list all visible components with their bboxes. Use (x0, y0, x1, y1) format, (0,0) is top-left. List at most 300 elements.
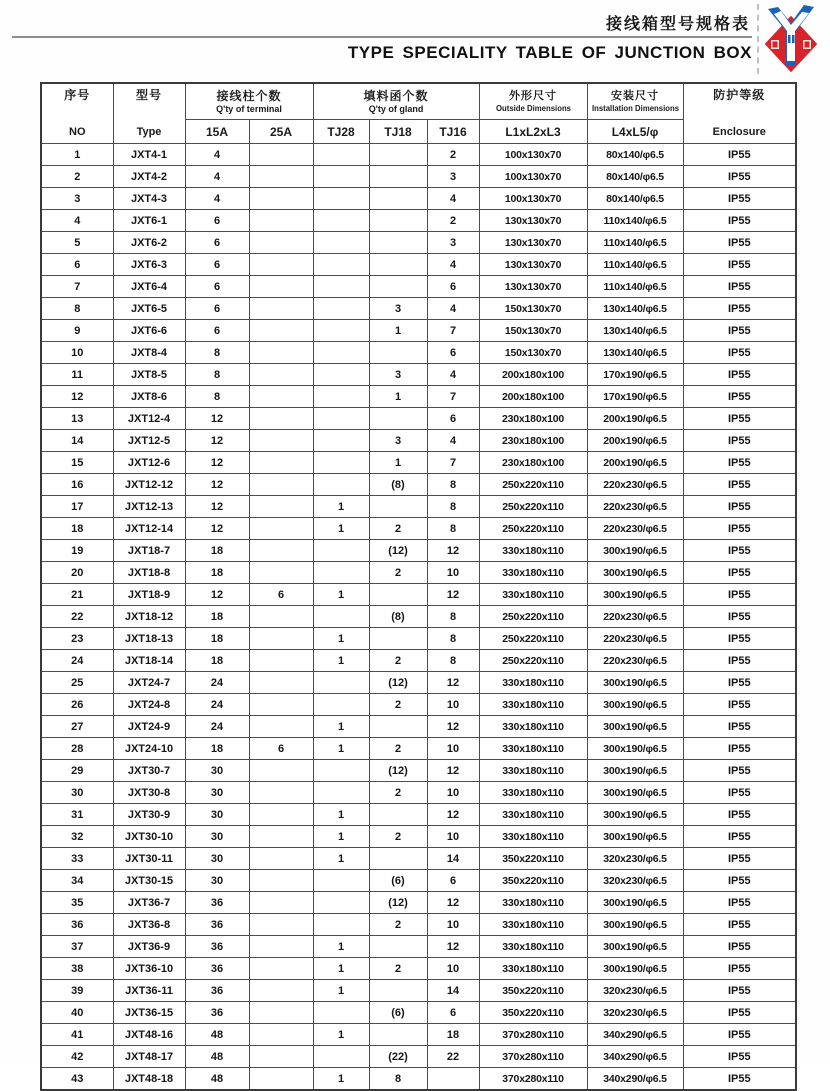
cell-tj28 (313, 562, 369, 584)
cell-tj16: 12 (427, 584, 479, 606)
cell-15a: 30 (185, 848, 249, 870)
cell-no: 34 (41, 870, 113, 892)
cell-tj18 (369, 144, 427, 166)
cell-no: 4 (41, 210, 113, 232)
cell-tj16: 3 (427, 166, 479, 188)
cell-no: 17 (41, 496, 113, 518)
cell-outside-dim: 330x180x110 (479, 540, 587, 562)
cell-outside-dim: 330x180x110 (479, 892, 587, 914)
cell-enclosure: IP55 (683, 914, 796, 936)
cell-install-dim: 220x230/φ6.5 (587, 496, 683, 518)
cell-15a: 30 (185, 782, 249, 804)
cell-25a (249, 716, 313, 738)
cell-15a: 12 (185, 518, 249, 540)
cell-25a (249, 518, 313, 540)
cell-tj16: 4 (427, 430, 479, 452)
cell-type: JXT48-18 (113, 1068, 185, 1091)
cell-type: JXT6-1 (113, 210, 185, 232)
cell-tj18: (6) (369, 870, 427, 892)
cell-25a (249, 254, 313, 276)
cell-tj28 (313, 166, 369, 188)
cell-25a (249, 452, 313, 474)
cell-15a: 30 (185, 870, 249, 892)
cell-25a (249, 496, 313, 518)
cell-install-dim: 200x190/φ6.5 (587, 430, 683, 452)
cell-outside-dim: 330x180x110 (479, 738, 587, 760)
cell-tj28 (313, 540, 369, 562)
cell-15a: 36 (185, 958, 249, 980)
table-row (41, 430, 796, 452)
cell-no: 41 (41, 1024, 113, 1046)
cell-15a: 4 (185, 166, 249, 188)
table-row (41, 1002, 796, 1024)
cell-enclosure: IP55 (683, 386, 796, 408)
table-row (41, 364, 796, 386)
cell-25a (249, 760, 313, 782)
cell-no: 39 (41, 980, 113, 1002)
cell-outside-dim: 250x220x110 (479, 474, 587, 496)
cell-25a (249, 826, 313, 848)
cell-type: JXT8-4 (113, 342, 185, 364)
cell-15a: 8 (185, 342, 249, 364)
cell-enclosure: IP55 (683, 408, 796, 430)
cell-tj16: 8 (427, 474, 479, 496)
cell-no: 26 (41, 694, 113, 716)
cell-tj28 (313, 892, 369, 914)
cell-no: 43 (41, 1068, 113, 1091)
cell-tj18: 2 (369, 738, 427, 760)
cell-type: JXT24-8 (113, 694, 185, 716)
cell-enclosure: IP55 (683, 848, 796, 870)
cell-tj28: 1 (313, 958, 369, 980)
table-row (41, 518, 796, 540)
cell-tj18 (369, 408, 427, 430)
cell-outside-dim: 130x130x70 (479, 276, 587, 298)
cell-install-dim: 300x190/φ6.5 (587, 540, 683, 562)
cell-outside-dim: 230x180x100 (479, 452, 587, 474)
cell-tj28 (313, 914, 369, 936)
cell-tj28 (313, 188, 369, 210)
cell-outside-dim: 370x280x110 (479, 1068, 587, 1091)
cell-no: 35 (41, 892, 113, 914)
cell-no: 31 (41, 804, 113, 826)
cell-install-dim: 220x230/φ6.5 (587, 518, 683, 540)
cell-enclosure: IP55 (683, 474, 796, 496)
cell-25a (249, 1068, 313, 1091)
cell-15a: 6 (185, 298, 249, 320)
cell-outside-dim: 150x130x70 (479, 320, 587, 342)
cell-install-dim: 300x190/φ6.5 (587, 936, 683, 958)
cell-tj28: 1 (313, 936, 369, 958)
col-subheader-tj16: TJ16 (427, 120, 479, 144)
cell-enclosure: IP55 (683, 232, 796, 254)
cell-type: JXT30-15 (113, 870, 185, 892)
cell-install-dim: 300x190/φ6.5 (587, 672, 683, 694)
cell-15a: 18 (185, 540, 249, 562)
col-header-gland-group: 填料函个数 Q'ty of gland (313, 83, 479, 120)
cell-tj18: 2 (369, 782, 427, 804)
col-subheader-25a: 25A (249, 120, 313, 144)
cell-no: 30 (41, 782, 113, 804)
cell-15a: 6 (185, 254, 249, 276)
cell-tj18 (369, 584, 427, 606)
cell-install-dim: 220x230/φ6.5 (587, 474, 683, 496)
cell-enclosure: IP55 (683, 320, 796, 342)
cell-15a: 18 (185, 606, 249, 628)
cell-install-dim: 80x140/φ6.5 (587, 144, 683, 166)
cell-enclosure: IP55 (683, 936, 796, 958)
cell-tj28 (313, 782, 369, 804)
cell-outside-dim: 100x130x70 (479, 166, 587, 188)
cell-tj18 (369, 254, 427, 276)
cell-no: 40 (41, 1002, 113, 1024)
cell-tj18: 1 (369, 386, 427, 408)
cell-15a: 24 (185, 694, 249, 716)
cell-no: 5 (41, 232, 113, 254)
cell-tj16: 4 (427, 364, 479, 386)
cell-install-dim: 300x190/φ6.5 (587, 892, 683, 914)
cell-tj16: 12 (427, 936, 479, 958)
cell-install-dim: 110x140/φ6.5 (587, 254, 683, 276)
cell-tj16: 2 (427, 210, 479, 232)
cell-type: JXT12-13 (113, 496, 185, 518)
cell-tj18 (369, 936, 427, 958)
cell-outside-dim: 100x130x70 (479, 144, 587, 166)
cell-install-dim: 340x290/φ6.5 (587, 1046, 683, 1068)
cell-no: 25 (41, 672, 113, 694)
cell-enclosure: IP55 (683, 782, 796, 804)
cell-tj28 (313, 232, 369, 254)
table-row (41, 232, 796, 254)
cell-install-dim: 320x230/φ6.5 (587, 980, 683, 1002)
cell-tj28: 1 (313, 738, 369, 760)
cell-tj18: 2 (369, 914, 427, 936)
cell-enclosure: IP55 (683, 210, 796, 232)
table-row (41, 782, 796, 804)
table-row (41, 584, 796, 606)
cell-tj18 (369, 210, 427, 232)
cell-type: JXT36-8 (113, 914, 185, 936)
cell-tj28 (313, 870, 369, 892)
cell-type: JXT4-2 (113, 166, 185, 188)
cell-enclosure: IP55 (683, 870, 796, 892)
cell-25a (249, 540, 313, 562)
cell-no: 27 (41, 716, 113, 738)
cell-install-dim: 340x290/φ6.5 (587, 1024, 683, 1046)
table-row (41, 452, 796, 474)
cell-tj18 (369, 342, 427, 364)
cell-tj16: 6 (427, 1002, 479, 1024)
cell-no: 2 (41, 166, 113, 188)
cell-15a: 12 (185, 496, 249, 518)
cell-tj18 (369, 716, 427, 738)
cell-tj28 (313, 386, 369, 408)
cell-enclosure: IP55 (683, 958, 796, 980)
cell-25a (249, 408, 313, 430)
cell-type: JXT48-17 (113, 1046, 185, 1068)
cell-outside-dim: 330x180x110 (479, 694, 587, 716)
cell-25a (249, 980, 313, 1002)
cell-25a (249, 386, 313, 408)
cell-tj28 (313, 672, 369, 694)
cell-tj28 (313, 320, 369, 342)
cell-no: 33 (41, 848, 113, 870)
cell-enclosure: IP55 (683, 1002, 796, 1024)
cell-tj28 (313, 430, 369, 452)
table-row (41, 672, 796, 694)
cell-enclosure: IP55 (683, 804, 796, 826)
cell-15a: 48 (185, 1068, 249, 1091)
col-header-terminal-group: 接线柱个数 Q'ty of terminal (185, 83, 313, 120)
cell-15a: 18 (185, 650, 249, 672)
cell-no: 36 (41, 914, 113, 936)
cell-25a (249, 320, 313, 342)
cell-type: JXT12-14 (113, 518, 185, 540)
cell-tj16: 12 (427, 804, 479, 826)
cell-enclosure: IP55 (683, 540, 796, 562)
cell-tj16: 8 (427, 606, 479, 628)
cell-tj28: 1 (313, 1068, 369, 1091)
cell-tj16: 8 (427, 628, 479, 650)
cell-type: JXT8-5 (113, 364, 185, 386)
cell-enclosure: IP55 (683, 826, 796, 848)
cell-install-dim: 220x230/φ6.5 (587, 606, 683, 628)
cell-enclosure: IP55 (683, 276, 796, 298)
cell-25a (249, 672, 313, 694)
table-row (41, 254, 796, 276)
cell-install-dim: 300x190/φ6.5 (587, 760, 683, 782)
cell-no: 37 (41, 936, 113, 958)
cell-tj18: (8) (369, 474, 427, 496)
table-row (41, 342, 796, 364)
table-row (41, 408, 796, 430)
cell-tj28: 1 (313, 650, 369, 672)
cell-type: JXT30-9 (113, 804, 185, 826)
cell-install-dim: 170x190/φ6.5 (587, 386, 683, 408)
cell-25a (249, 914, 313, 936)
table-row (41, 804, 796, 826)
cell-25a (249, 782, 313, 804)
cell-no: 28 (41, 738, 113, 760)
cell-tj16: 3 (427, 232, 479, 254)
cell-tj16: 10 (427, 694, 479, 716)
cell-15a: 6 (185, 276, 249, 298)
table-row (41, 914, 796, 936)
cell-outside-dim: 200x180x100 (479, 386, 587, 408)
cell-tj16: 8 (427, 496, 479, 518)
cell-install-dim: 320x230/φ6.5 (587, 848, 683, 870)
cell-tj18 (369, 232, 427, 254)
cell-enclosure: IP55 (683, 628, 796, 650)
cell-25a (249, 936, 313, 958)
table-row (41, 738, 796, 760)
table-row (41, 320, 796, 342)
cell-install-dim: 300x190/φ6.5 (587, 804, 683, 826)
col-subheader-l1l2l3: L1xL2xL3 (479, 120, 587, 144)
cell-tj16: 7 (427, 320, 479, 342)
cell-tj18: 2 (369, 958, 427, 980)
cell-tj18: 1 (369, 452, 427, 474)
table-row (41, 276, 796, 298)
cell-tj18: 3 (369, 298, 427, 320)
col-header-no: 序号 NO (41, 83, 113, 144)
cell-type: JXT36-11 (113, 980, 185, 1002)
cell-15a: 24 (185, 672, 249, 694)
cell-type: JXT36-9 (113, 936, 185, 958)
cell-no: 7 (41, 276, 113, 298)
cell-no: 21 (41, 584, 113, 606)
cell-no: 19 (41, 540, 113, 562)
cell-enclosure: IP55 (683, 166, 796, 188)
cell-15a: 8 (185, 364, 249, 386)
cell-outside-dim: 330x180x110 (479, 958, 587, 980)
cell-type: JXT6-5 (113, 298, 185, 320)
cell-15a: 4 (185, 188, 249, 210)
cell-outside-dim: 330x180x110 (479, 562, 587, 584)
cell-enclosure: IP55 (683, 1046, 796, 1068)
table-row (41, 210, 796, 232)
table-row (41, 1046, 796, 1068)
cell-tj28: 1 (313, 716, 369, 738)
cell-tj16: 22 (427, 1046, 479, 1068)
col-subheader-tj28: TJ28 (313, 120, 369, 144)
cell-enclosure: IP55 (683, 650, 796, 672)
cell-tj18: 2 (369, 518, 427, 540)
cell-enclosure: IP55 (683, 672, 796, 694)
col-header-enclosure: 防护等级 Enclosure (683, 83, 796, 144)
cell-install-dim: 300x190/φ6.5 (587, 694, 683, 716)
cell-enclosure: IP55 (683, 606, 796, 628)
cell-tj16: 4 (427, 254, 479, 276)
cell-15a: 6 (185, 210, 249, 232)
cell-25a (249, 364, 313, 386)
cell-outside-dim: 350x220x110 (479, 848, 587, 870)
cell-outside-dim: 330x180x110 (479, 716, 587, 738)
cell-tj16: 7 (427, 452, 479, 474)
cell-type: JXT12-12 (113, 474, 185, 496)
cell-outside-dim: 330x180x110 (479, 782, 587, 804)
cell-no: 9 (41, 320, 113, 342)
cell-enclosure: IP55 (683, 892, 796, 914)
cell-tj18: 1 (369, 320, 427, 342)
cell-25a (249, 474, 313, 496)
cell-type: JXT6-3 (113, 254, 185, 276)
cell-enclosure: IP55 (683, 452, 796, 474)
cell-type: JXT18-9 (113, 584, 185, 606)
cell-install-dim: 300x190/φ6.5 (587, 958, 683, 980)
cell-tj28: 1 (313, 826, 369, 848)
table-row (41, 562, 796, 584)
table-row (41, 386, 796, 408)
table-row (41, 694, 796, 716)
cell-enclosure: IP55 (683, 738, 796, 760)
cell-no: 10 (41, 342, 113, 364)
cell-enclosure: IP55 (683, 584, 796, 606)
cell-tj16: 8 (427, 650, 479, 672)
cell-tj18: 2 (369, 650, 427, 672)
cell-outside-dim: 250x220x110 (479, 650, 587, 672)
cell-type: JXT12-4 (113, 408, 185, 430)
cell-tj18: 2 (369, 562, 427, 584)
cell-no: 8 (41, 298, 113, 320)
cell-type: JXT30-8 (113, 782, 185, 804)
cell-enclosure: IP55 (683, 188, 796, 210)
cell-no: 23 (41, 628, 113, 650)
cell-no: 42 (41, 1046, 113, 1068)
cell-outside-dim: 370x280x110 (479, 1046, 587, 1068)
cell-tj28 (313, 364, 369, 386)
cell-25a (249, 870, 313, 892)
cell-outside-dim: 200x180x100 (479, 364, 587, 386)
cell-no: 22 (41, 606, 113, 628)
cell-install-dim: 300x190/φ6.5 (587, 914, 683, 936)
cell-tj28: 1 (313, 584, 369, 606)
cell-15a: 12 (185, 452, 249, 474)
cell-tj28 (313, 760, 369, 782)
cell-outside-dim: 250x220x110 (479, 606, 587, 628)
cell-enclosure: IP55 (683, 694, 796, 716)
cell-15a: 48 (185, 1046, 249, 1068)
table-row (41, 144, 796, 166)
cell-tj18: (8) (369, 606, 427, 628)
cell-15a: 18 (185, 628, 249, 650)
header-divider-line (12, 36, 752, 38)
cell-tj16: 12 (427, 540, 479, 562)
cell-outside-dim: 250x220x110 (479, 518, 587, 540)
page-title-english: TYPE SPECIALITY TABLE OF JUNCTION BOX (347, 43, 752, 62)
cell-type: JXT12-5 (113, 430, 185, 452)
col-header-installation-dimensions: 安装尺寸 Installation Dimensions (587, 83, 683, 120)
cell-25a (249, 188, 313, 210)
cell-tj18 (369, 188, 427, 210)
table-row (41, 870, 796, 892)
cell-tj18 (369, 166, 427, 188)
cell-no: 20 (41, 562, 113, 584)
cell-15a: 4 (185, 144, 249, 166)
cell-enclosure: IP55 (683, 562, 796, 584)
cell-25a (249, 210, 313, 232)
cell-tj16: 6 (427, 342, 479, 364)
cell-tj18: 2 (369, 826, 427, 848)
cell-enclosure: IP55 (683, 760, 796, 782)
cell-25a (249, 232, 313, 254)
cell-tj18: 3 (369, 364, 427, 386)
cell-tj28 (313, 694, 369, 716)
cell-25a (249, 694, 313, 716)
table-row (41, 936, 796, 958)
cell-outside-dim: 370x280x110 (479, 1024, 587, 1046)
cell-tj28: 1 (313, 518, 369, 540)
cell-tj16: 18 (427, 1024, 479, 1046)
cell-outside-dim: 250x220x110 (479, 628, 587, 650)
cell-15a: 30 (185, 804, 249, 826)
cell-no: 14 (41, 430, 113, 452)
cell-tj16: 14 (427, 848, 479, 870)
cell-25a (249, 144, 313, 166)
cell-outside-dim: 130x130x70 (479, 210, 587, 232)
cell-type: JXT18-7 (113, 540, 185, 562)
cell-type: JXT24-9 (113, 716, 185, 738)
cell-25a (249, 430, 313, 452)
cell-type: JXT24-10 (113, 738, 185, 760)
cell-tj18: (12) (369, 760, 427, 782)
cell-install-dim: 110x140/φ6.5 (587, 232, 683, 254)
cell-enclosure: IP55 (683, 144, 796, 166)
cell-outside-dim: 330x180x110 (479, 672, 587, 694)
cell-tj28 (313, 1046, 369, 1068)
cell-25a (249, 892, 313, 914)
table-row (41, 1068, 796, 1091)
